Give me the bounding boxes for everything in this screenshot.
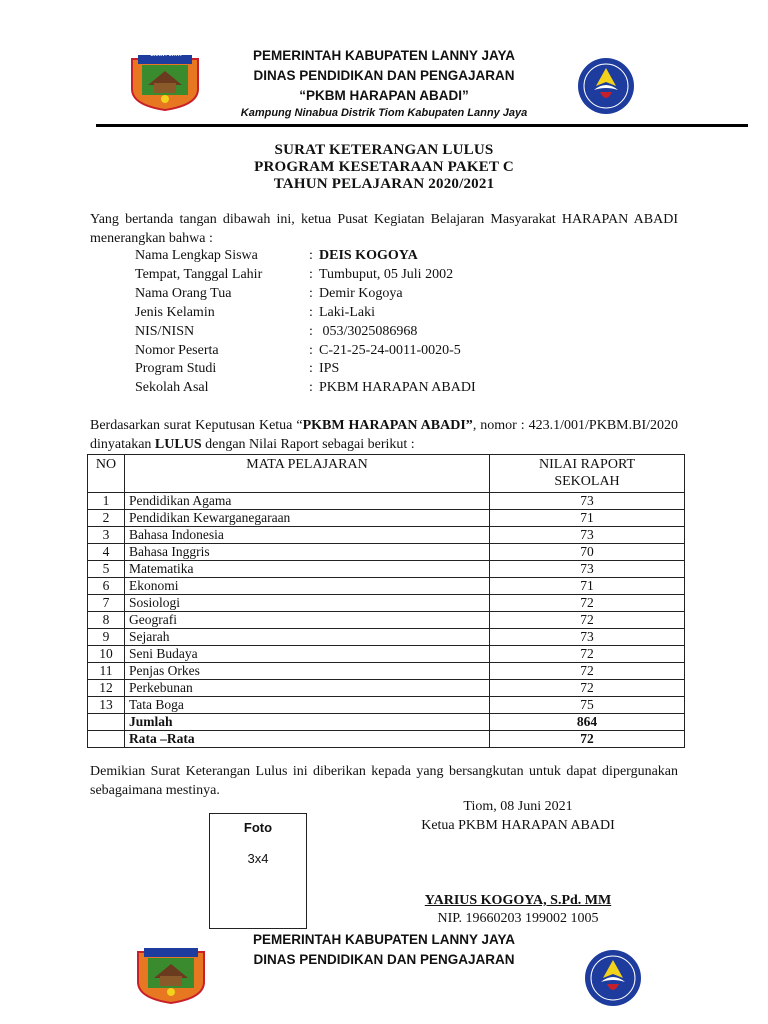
grade-cell: 72	[490, 646, 685, 663]
subject-cell: Tata Boga	[125, 697, 490, 714]
header-divider	[96, 124, 748, 127]
student-field-separator: :	[309, 380, 313, 396]
subject-cell: Bahasa Inggris	[125, 544, 490, 561]
table-row	[88, 578, 685, 595]
grade-cell: 73	[490, 561, 685, 578]
total-label: Jumlah	[125, 714, 490, 731]
student-field-value: Tumbuput, 05 Juli 2002	[319, 266, 454, 282]
grade-cell: 72	[490, 663, 685, 680]
student-field-label: NIS/NISN	[135, 323, 195, 339]
row-number: 7	[88, 595, 125, 612]
table-row	[88, 527, 685, 544]
student-field-value: DEIS KOGOYA	[319, 248, 418, 263]
subject-cell: Geografi	[125, 612, 490, 629]
photo-size: 3x4	[247, 851, 269, 866]
student-field-value: Laki-Laki	[319, 304, 375, 320]
row-number: 2	[88, 510, 125, 527]
signature-position: Ketua PKBM HARAPAN ABADI	[421, 818, 615, 833]
closing-paragraph: Demikian Surat Keterangan Lulus ini diberikan kepada yang bersangkutan untuk dapat dipergunakan sebagaimana mestinya.	[90, 764, 678, 798]
student-field-label: Jenis Kelamin	[135, 304, 215, 320]
row-number: 11	[88, 663, 125, 680]
student-field-label: Nama Orang Tua	[135, 285, 232, 301]
subject-cell: Sejarah	[125, 629, 490, 646]
table-row	[88, 697, 685, 714]
header-line-1: PEMERINTAH KABUPATEN LANNY JAYA	[252, 48, 516, 63]
total-row	[88, 714, 685, 731]
decision-org: PKBM HARAPAN ABADI”	[302, 418, 473, 433]
row-number: 6	[88, 578, 125, 595]
row-number: 12	[88, 680, 125, 697]
student-field-separator: :	[309, 266, 313, 282]
header-no: NO	[88, 455, 125, 493]
table-row	[88, 680, 685, 697]
row-number: 13	[88, 697, 125, 714]
decision-status: LULUS	[154, 437, 202, 452]
student-field-separator: :	[309, 323, 313, 339]
subject-cell: Perkebunan	[125, 680, 490, 697]
decision-text-1: Berdasarkan surat Keputusan Ketua “	[90, 418, 303, 433]
row-number: 8	[88, 612, 125, 629]
signature-nip: NIP. 19660203 199002 1005	[437, 911, 599, 926]
decision-text-2: , nomor : 423.1/001/PKBM.BI/2020 dinyatakan	[90, 418, 679, 452]
student-field-label: Nama Lengkap Siswa	[135, 248, 258, 263]
row-number: 3	[88, 527, 125, 544]
logo-left-caption: LANNY JAYA	[150, 52, 182, 58]
average-value: 72	[490, 731, 685, 748]
decision-text-3: dengan Nilai Raport sebagai berikut :	[201, 437, 415, 452]
row-number: 9	[88, 629, 125, 646]
table-row	[88, 629, 685, 646]
header-line-3: “PKBM HARAPAN ABADI”	[299, 88, 469, 103]
grades-table	[87, 454, 685, 748]
student-field-value: IPS	[319, 361, 340, 377]
decision-paragraph	[90, 416, 678, 454]
table-row	[88, 663, 685, 680]
student-field-label: Nomor Peserta	[135, 342, 219, 358]
grade-cell: 71	[490, 578, 685, 595]
row-number: 10	[88, 646, 125, 663]
table-row	[88, 612, 685, 629]
subject-cell: Pendidikan Agama	[125, 493, 490, 510]
document-title-3: TAHUN PELAJARAN 2020/2021	[273, 176, 495, 192]
row-number: 1	[88, 493, 125, 510]
student-field-separator: :	[309, 304, 313, 320]
student-field-separator: :	[309, 248, 313, 263]
document-title-2: PROGRAM KESETARAAN PAKET C	[254, 159, 514, 175]
table-row	[88, 544, 685, 561]
grade-cell: 75	[490, 697, 685, 714]
table-row	[88, 646, 685, 663]
student-field-row	[135, 359, 339, 378]
student-field-value: C-21-25-24-0011-0020-5	[319, 342, 461, 358]
student-field-row	[135, 303, 375, 322]
grade-cell: 72	[490, 595, 685, 612]
grade-cell: 71	[490, 510, 685, 527]
student-field-separator: :	[309, 361, 313, 377]
student-field-row	[135, 246, 418, 265]
student-field-row	[135, 265, 453, 284]
table-row	[88, 510, 685, 527]
table-row	[88, 595, 685, 612]
total-no-cell	[88, 714, 125, 731]
student-field-value: 053/3025086968	[319, 323, 418, 339]
total-value: 864	[490, 714, 685, 731]
signature-name: YARIUS KOGOYA, S.Pd. MM	[424, 893, 612, 908]
subject-cell: Matematika	[125, 561, 490, 578]
header-line-2: DINAS PENDIDIKAN DAN PENGAJARAN	[253, 68, 515, 83]
subject-cell: Penjas Orkes	[125, 663, 490, 680]
average-row	[88, 731, 685, 748]
student-field-value: PKBM HARAPAN ABADI	[319, 380, 476, 396]
student-field-separator: :	[309, 342, 313, 358]
header-grade-line2: SEKOLAH	[554, 474, 620, 489]
student-field-label: Tempat, Tanggal Lahir	[135, 266, 263, 282]
average-label: Rata –Rata	[125, 731, 490, 748]
subject-cell: Bahasa Indonesia	[125, 527, 490, 544]
subject-cell: Seni Budaya	[125, 646, 490, 663]
student-field-label: Sekolah Asal	[135, 380, 209, 396]
grade-cell: 73	[490, 527, 685, 544]
signature-place-date: Tiom, 08 Juni 2021	[463, 799, 573, 814]
student-field-row	[135, 284, 403, 303]
row-number: 4	[88, 544, 125, 561]
photo-box	[209, 813, 307, 929]
student-field-label: Program Studi	[135, 361, 217, 377]
grade-cell: 72	[490, 612, 685, 629]
intro-paragraph: Yang bertanda tangan dibawah ini, ketua Pusat Kegiatan Belajaran Masyarakat HARAPAN ABADI menerangkan bahwa :	[90, 212, 678, 246]
footer-line-1: PEMERINTAH KABUPATEN LANNY JAYA	[252, 932, 516, 947]
table-row	[88, 493, 685, 510]
grade-cell: 73	[490, 629, 685, 646]
grade-cell: 70	[490, 544, 685, 561]
table-header-row	[88, 455, 685, 493]
header-grade-line1: NILAI RAPORT	[539, 457, 635, 472]
student-field-separator: :	[309, 285, 313, 301]
student-field-row	[135, 322, 417, 341]
subject-cell: Sosiologi	[125, 595, 490, 612]
average-no-cell	[88, 731, 125, 748]
table-row	[88, 561, 685, 578]
photo-label: Foto	[243, 820, 273, 835]
row-number: 5	[88, 561, 125, 578]
header-address: Kampung Ninabua Distrik Tiom Kabupaten Lanny Jaya	[240, 107, 528, 119]
header-grade	[490, 455, 685, 493]
header-subject: MATA PELAJARAN	[125, 455, 490, 493]
subject-cell: Ekonomi	[125, 578, 490, 595]
grade-cell: 72	[490, 680, 685, 697]
student-field-row	[135, 378, 476, 397]
document-title-1: SURAT KETERANGAN LULUS	[274, 142, 494, 158]
grade-cell: 73	[490, 493, 685, 510]
subject-cell: Pendidikan Kewarganegaraan	[125, 510, 490, 527]
footer-line-2: DINAS PENDIDIKAN DAN PENGAJARAN	[253, 952, 515, 967]
student-field-row	[135, 341, 461, 360]
student-field-value: Demir Kogoya	[319, 285, 403, 301]
